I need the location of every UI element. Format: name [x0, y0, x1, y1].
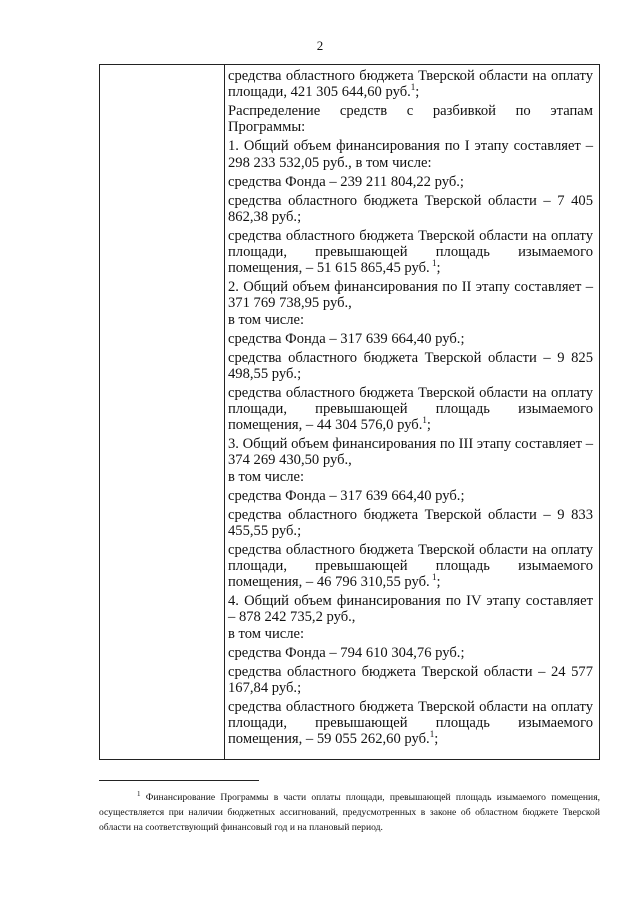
paragraph-stage-2-area	[228, 385, 593, 434]
footnote	[99, 790, 600, 835]
paragraph-text: средства областного бюджета Тверской области на оплату площади, превышающей площадь изымаемого помещения, – 44 304 576,0 руб.	[228, 384, 593, 434]
paragraph-stage-4-including: в том числе:	[228, 625, 305, 642]
paragraph-total-regional-area	[228, 68, 593, 100]
footnote-ref: 1	[429, 258, 437, 269]
paragraph-stage-3-total: 3. Общий объем финансирования по III этапу составляет – 374 269 430,50 руб.,	[228, 436, 593, 469]
paragraph-stage-3-including: в том числе:	[228, 468, 305, 485]
paragraph-stage-2-including: в том числе:	[228, 311, 305, 328]
paragraph-text: средства областного бюджета Тверской области на оплату площади, превышающей площадь изымаемого помещения, – 59 055 262,60 руб.	[228, 698, 593, 748]
paragraph-stage-4-regional: средства областного бюджета Тверской области – 24 577 167,84 руб.;	[228, 663, 593, 696]
footnote-ref: 1	[429, 572, 437, 583]
footnote-separator	[99, 780, 259, 781]
paragraph-end: ;	[436, 260, 441, 277]
paragraph-stage-1-fund: средства Фонда – 239 211 804,22 руб.;	[228, 173, 464, 190]
paragraph-stage-3-fund: средства Фонда – 317 639 664,40 руб.;	[228, 487, 465, 504]
footnote-ref: 1	[429, 729, 435, 740]
paragraph-stage-3-regional: средства областного бюджета Тверской области – 9 833 455,55 руб.;	[228, 506, 593, 539]
paragraph-text: средства областного бюджета Тверской области на оплату площади, превышающей площадь изымаемого помещения, – 51 615 865,45 руб.	[228, 227, 593, 277]
paragraph-stage-1-total: 1. Общий объем финансирования по I этапу составляет – 298 233 532,05 руб., в том числе:	[228, 138, 593, 171]
paragraph-end: ;	[436, 574, 441, 591]
paragraph-stage-4-area	[228, 699, 593, 748]
paragraph-stage-2-fund: средства Фонда – 317 639 664,40 руб.;	[228, 330, 465, 347]
funding-cell	[228, 68, 593, 750]
paragraph-end: ;	[434, 731, 439, 748]
column-divider	[224, 65, 225, 759]
footnote-text: Финансирование Программы в части оплаты площади, превышающей площадь изымаемого помещения, осуществляется при наличии бюджетных ассигнований, предусмотренных в законе об областном бюджете Тверской области на соответствующий финансовый год и на плановый период.	[99, 792, 601, 833]
footnote-number: 1	[137, 789, 141, 798]
paragraph-stage-2-regional: средства областного бюджета Тверской области – 9 825 498,55 руб.;	[228, 349, 593, 382]
paragraph-text: средства областного бюджета Тверской области на оплату площади, 421 305 644,60 руб.	[228, 68, 593, 101]
footnote-ref: 1	[422, 415, 427, 426]
footnote-ref: 1	[410, 82, 416, 93]
paragraph-stage-3-area	[228, 542, 593, 591]
program-table	[99, 64, 600, 760]
page-number: 2	[316, 38, 324, 53]
paragraph-end: ;	[415, 84, 420, 101]
paragraph-stage-1-area	[228, 228, 593, 277]
paragraph-stage-4-total: 4. Общий объем финансирования по IV этапу составляет – 878 242 735,2 руб.,	[228, 593, 593, 626]
paragraph-stage-1-regional: средства областного бюджета Тверской области – 7 405 862,38 руб.;	[228, 192, 593, 225]
paragraph-stage-4-fund: средства Фонда – 794 610 304,76 руб.;	[228, 644, 465, 661]
paragraph-text: средства областного бюджета Тверской области на оплату площади, превышающей площадь изымаемого помещения, – 46 796 310,55 руб.	[228, 541, 593, 591]
paragraph-distribution-heading: Распределение средств с разбивкой по этапам Программы:	[228, 103, 593, 136]
paragraph-stage-2-total: 2. Общий объем финансирования по II этапу составляет – 371 769 738,95 руб.,	[228, 279, 593, 312]
paragraph-end: ;	[426, 417, 431, 434]
